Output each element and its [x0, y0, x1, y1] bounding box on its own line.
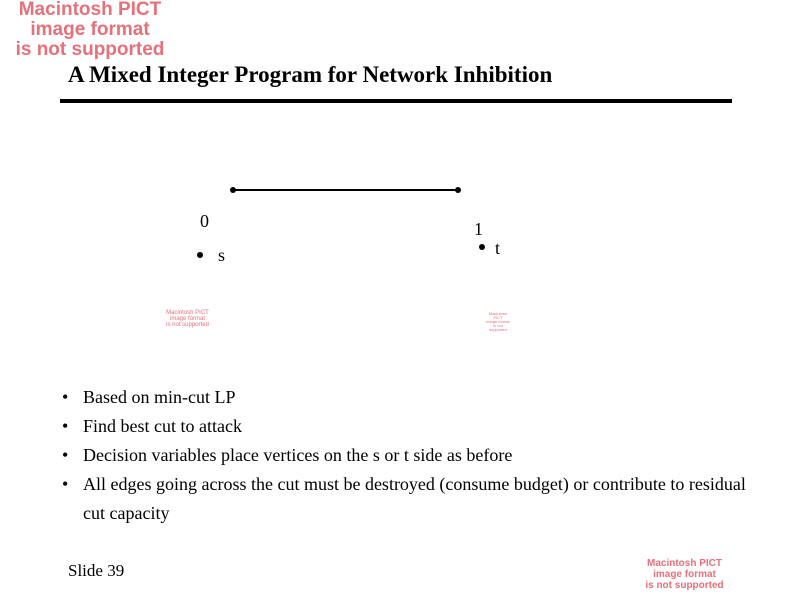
bullet-item: • Decision variables place vertices on the s or t side as before: [62, 441, 762, 470]
title-divider: [60, 99, 732, 103]
placeholder-line: image format: [169, 316, 205, 322]
placeholder-line: is not supported: [489, 323, 507, 332]
placeholder-line: is not supported: [15, 39, 165, 60]
placeholder-line: image format: [30, 19, 150, 40]
pict-placeholder-top: [0, 0, 180, 60]
pict-placeholder-bottom: [632, 558, 737, 591]
edge-line: [233, 189, 458, 191]
label-s: s: [218, 245, 226, 265]
bullet-item: • Find best cut to attack: [62, 412, 762, 441]
bullet-item: • Based on min-cut LP: [62, 383, 762, 412]
bullet-list: [62, 383, 762, 528]
placeholder-line: Macintosh PICT: [166, 310, 209, 316]
label-0: 0: [200, 211, 209, 231]
bullet-item: • All edges going across the cut must be destroyed (consume budget) or contribute to residual cut capacity: [62, 470, 762, 528]
slide-number: Slide 39: [68, 561, 125, 580]
placeholder-line: image format: [486, 319, 510, 324]
placeholder-line: Macintosh PICT: [646, 558, 722, 569]
pict-placeholder-mid: [150, 310, 225, 328]
placeholder-line: Macintosh PICT: [18, 0, 162, 20]
slide-title: A Mixed Integer Program for Network Inhibition: [68, 62, 553, 87]
placeholder-line: is not supported: [166, 322, 209, 328]
node-t-dot: [479, 244, 485, 250]
placeholder-line: Macintosh PICT: [488, 311, 508, 320]
node-s-dot: [197, 252, 203, 258]
label-1: 1: [474, 219, 483, 239]
placeholder-line: image format: [653, 569, 716, 580]
pict-placeholder-small: [484, 312, 512, 332]
label-t: t: [495, 238, 501, 258]
placeholder-line: is not supported: [645, 580, 724, 591]
